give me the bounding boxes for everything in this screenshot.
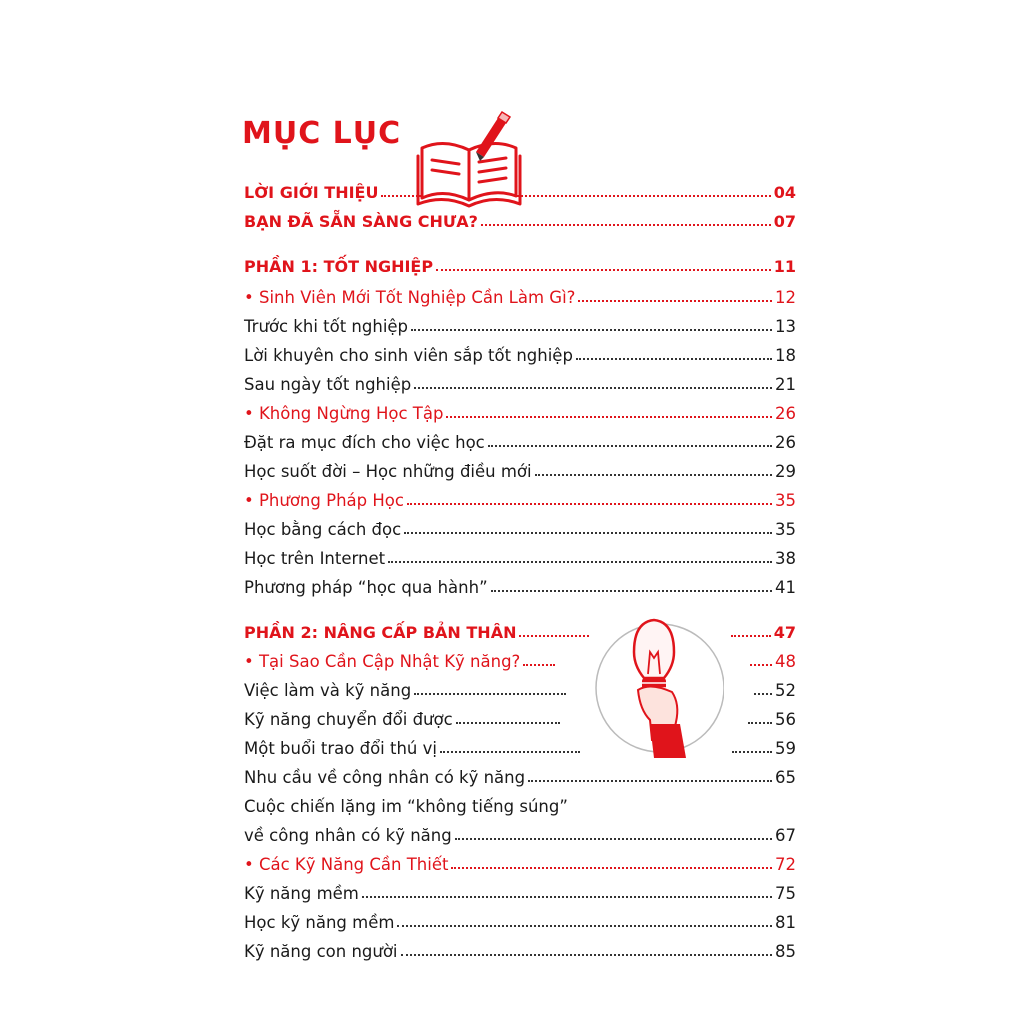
page-title: MỤC LỤC bbox=[242, 116, 402, 151]
toc-entry: PHẦN 2: NÂNG CẤP BẢN THÂN 47 bbox=[244, 623, 796, 642]
toc-entry: • Các Kỹ Năng Cần Thiết 72 bbox=[244, 855, 796, 874]
toc-entry: Trước khi tốt nghiệp 13 bbox=[244, 317, 796, 336]
toc-entry: • Sinh Viên Mới Tốt Nghiệp Cần Làm Gì? 12 bbox=[244, 288, 796, 307]
toc-entry: Học suốt đời – Học những điều mới 29 bbox=[244, 462, 796, 481]
toc-entry: Đặt ra mục đích cho việc học 26 bbox=[244, 433, 796, 452]
toc-entry: Cuộc chiến lặng im “không tiếng súng” bbox=[244, 797, 568, 816]
toc-entry: • Không Ngừng Học Tập 26 bbox=[244, 404, 796, 423]
toc-entry: BẠN ĐÃ SẴN SÀNG CHƯA? 07 bbox=[244, 212, 796, 231]
toc-entry: LỜI GIỚI THIỆU 04 bbox=[244, 183, 796, 202]
toc-entry: PHẦN 1: TỐT NGHIỆP 11 bbox=[244, 257, 796, 276]
toc-entry: Sau ngày tốt nghiệp 21 bbox=[244, 375, 796, 394]
toc-entry: Kỹ năng chuyển đổi được 56 bbox=[244, 710, 796, 729]
toc-entry: • Phương Pháp Học 35 bbox=[244, 491, 796, 510]
toc-entry: Kỹ năng con người 85 bbox=[244, 942, 796, 961]
toc-entry: Học kỹ năng mềm 81 bbox=[244, 913, 796, 932]
toc-entry: Phương pháp “học qua hành” 41 bbox=[244, 578, 796, 597]
toc-entry: Kỹ năng mềm 75 bbox=[244, 884, 796, 903]
toc-entry: Học trên Internet 38 bbox=[244, 549, 796, 568]
toc-entry: Học bằng cách đọc 35 bbox=[244, 520, 796, 539]
toc-entry: Một buổi trao đổi thú vị 59 bbox=[244, 739, 796, 758]
toc-entry: Việc làm và kỹ năng 52 bbox=[244, 681, 796, 700]
toc-entry: • Tại Sao Cần Cập Nhật Kỹ năng? 48 bbox=[244, 652, 796, 671]
toc-entry: Lời khuyên cho sinh viên sắp tốt nghiệp 18 bbox=[244, 346, 796, 365]
toc-entry: về công nhân có kỹ năng 67 bbox=[244, 826, 796, 845]
toc-entry: Nhu cầu về công nhân có kỹ năng 65 bbox=[244, 768, 796, 787]
